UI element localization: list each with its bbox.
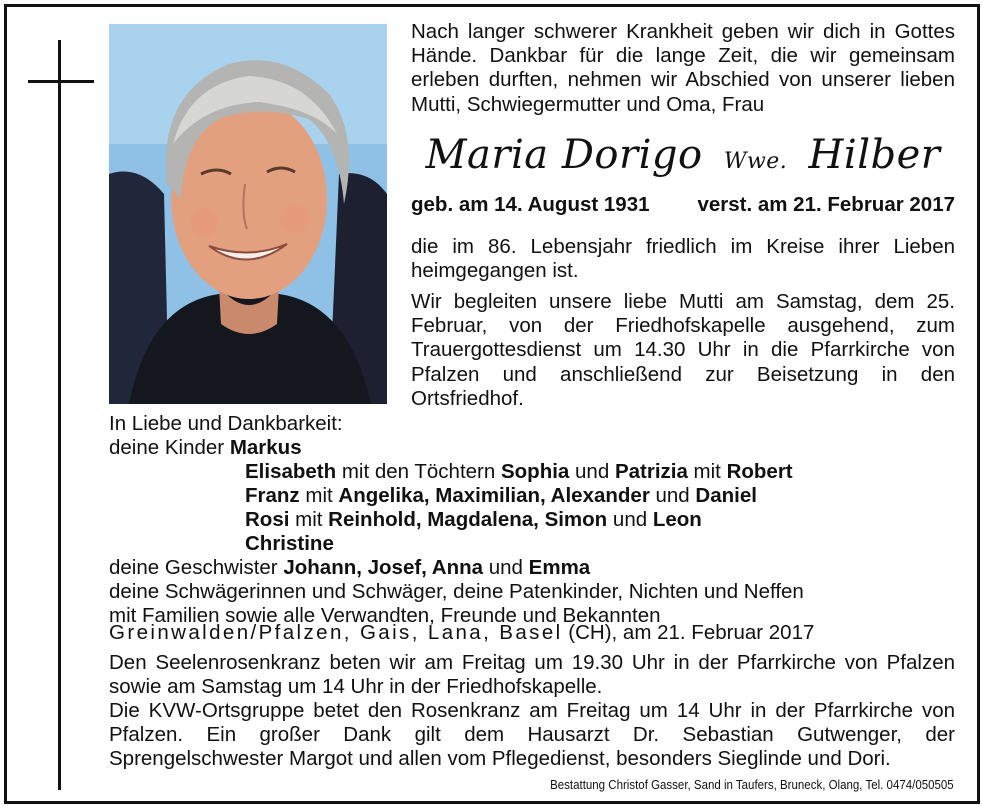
- place-date-line: [109, 621, 959, 645]
- child-name: Markus: [229, 436, 302, 459]
- intro-paragraph: Nach langer schwerer Krankheit geben wir dich in Gottes Hände. Dankbar für die lange Zeit, die wir gemeinsam erleben durften, nehmen wir Abschied von unserer lieben Mutti, Schwiegermutter und Oma, Frau: [411, 20, 955, 116]
- portrait-illustration: [109, 24, 387, 404]
- connector-text: und: [607, 508, 653, 531]
- name-maiden: Hilber: [808, 132, 941, 178]
- funeral-paragraph: Wir begleiten unsere liebe Mutti am Samstag, dem 25. Februar, von der Friedhofskapelle ausgehend, zum Trauergottesdienst um 14.30 Uhr in die Pfarrkirche von Pfalzen und anschließend zur Beisetzung in den Ortsfriedhof.: [411, 290, 955, 410]
- kvw-paragraph: Die KVW-Ortsgruppe betet den Rosenkranz am Freitag um 14 Uhr in der Pfarrkirche von Pfalzen. Ein großer Dank gilt dem Hausarzt Dr. Sebastian Gutwenger, der Sprengelschwester Margot und allen vom Pflegedienst, besonders Sieglinde und Dori.: [109, 699, 955, 771]
- undertaker-credit: Bestattung Christof Gasser, Sand in Taufers, Bruneck, Olang, Tel. 0474/050505: [550, 778, 954, 792]
- children-row-5: [109, 532, 959, 556]
- child-name: Christine: [245, 532, 334, 555]
- children-label: deine Kinder: [109, 436, 230, 459]
- birth-date: geb. am 14. August 1931: [411, 193, 650, 216]
- connector-text: und: [569, 460, 615, 483]
- grandchild-name: Sophia: [500, 460, 570, 483]
- connector-text: mit den Töchtern: [336, 460, 501, 483]
- siblings-names: Johann, Josef, Anna: [283, 556, 484, 579]
- name-widow-marker: Wwe.: [723, 149, 788, 174]
- children-row-1: [109, 436, 959, 460]
- connector-text: und: [483, 556, 529, 579]
- connector-text: und: [649, 484, 696, 507]
- child-name: Rosi: [245, 508, 290, 531]
- portrait-photo: [109, 24, 387, 404]
- life-dates: [411, 193, 955, 217]
- places: Greinwalden/Pfalzen, Gais, Lana, Basel: [109, 621, 563, 644]
- grandchild-name: Leon: [652, 508, 702, 531]
- rosary-paragraph: Den Seelenrosenkranz beten wir am Freitag um 19.30 Uhr in der Pfarrkirche von Pfalzen sowie am Samstag um 14 Uhr in der Friedhofskapelle.: [109, 651, 955, 699]
- siblings-label: deine Geschwister: [109, 556, 284, 579]
- country-date: (CH), am 21. Februar 2017: [562, 621, 815, 644]
- inlaws-row: deine Schwägerinnen und Schwäger, deine Patenkinder, Nichten und Neffen: [109, 580, 804, 603]
- children-row-2: [109, 460, 959, 484]
- name-first: Maria Dorigo: [425, 132, 703, 178]
- grandchild-name: Patrizia: [614, 460, 688, 483]
- grandchildren-names: Reinhold, Magdalena, Simon: [328, 508, 608, 531]
- family-heading: In Liebe und Dankbarkeit:: [109, 412, 343, 435]
- sibling-name: Emma: [528, 556, 591, 579]
- relatives-row: mit Familien sowie alle Verwandten, Freunde und Bekannten: [109, 604, 661, 627]
- child-name: Franz: [245, 484, 300, 507]
- partner-name: Robert: [726, 460, 793, 483]
- child-name: Elisabeth: [245, 460, 337, 483]
- connector-text: mit: [687, 460, 727, 483]
- family-list: [109, 412, 959, 628]
- siblings-row: [109, 556, 959, 580]
- cross-horizontal-bar: [28, 80, 94, 83]
- children-row-4: [109, 508, 959, 532]
- grandchildren-names: Angelika, Maximilian, Alexander: [338, 484, 650, 507]
- connector-text: mit: [299, 484, 339, 507]
- grandchild-name: Daniel: [695, 484, 757, 507]
- death-date: verst. am 21. Februar 2017: [697, 193, 955, 216]
- children-row-3: [109, 484, 959, 508]
- rest-paragraph: die im 86. Lebensjahr friedlich im Kreise ihrer Lieben heimgegangen ist.: [411, 235, 955, 283]
- connector-text: mit: [289, 508, 329, 531]
- deceased-name: [411, 125, 955, 192]
- cross-vertical-bar: [58, 40, 61, 790]
